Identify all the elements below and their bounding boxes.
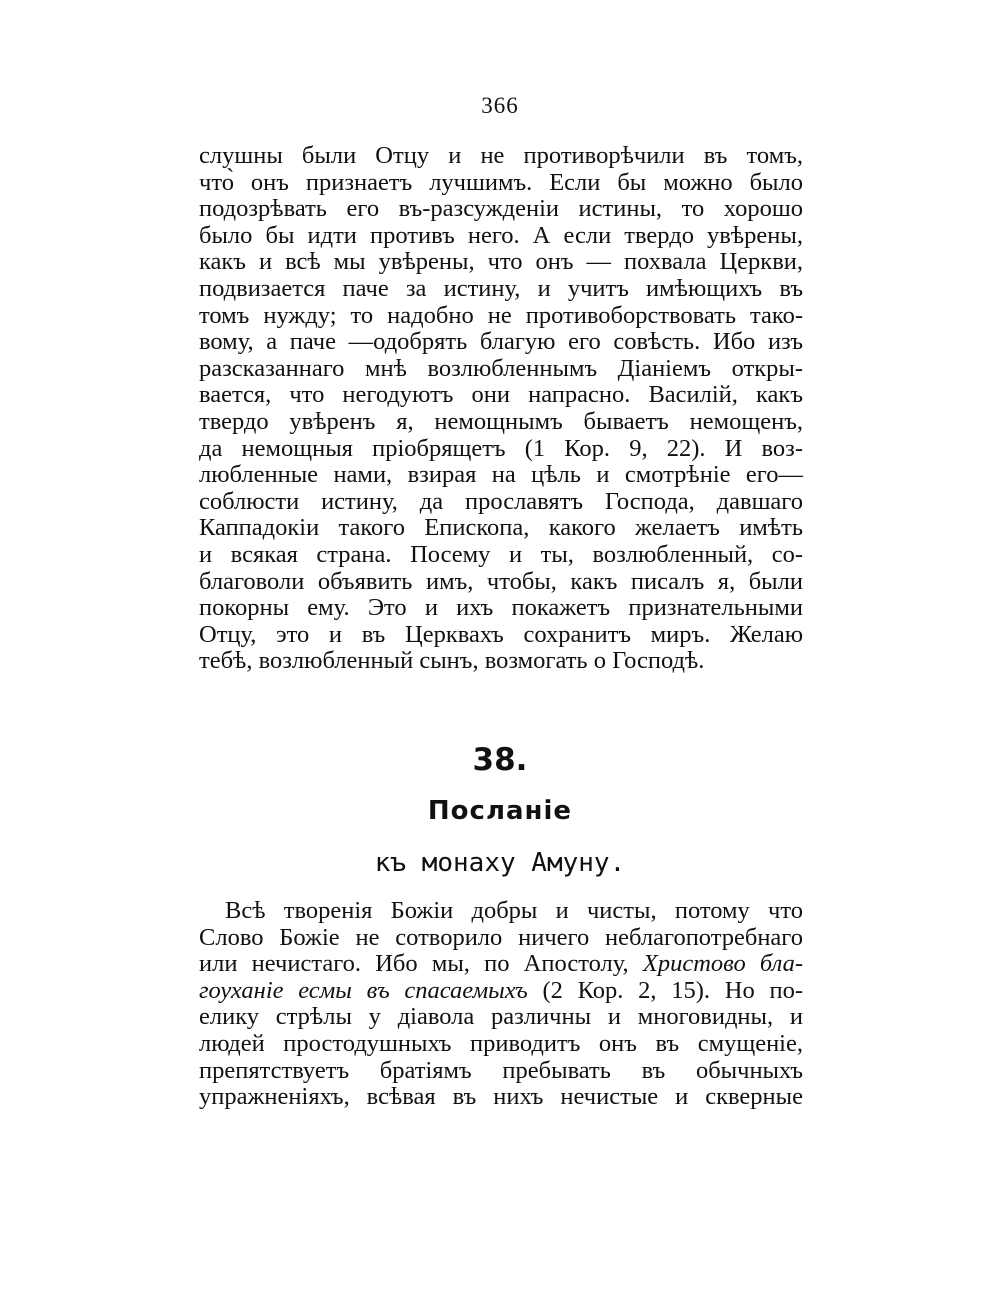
text-line: и всякая страна. Посему и ты, возлюбленный, со- bbox=[199, 540, 803, 568]
section-number: 38. bbox=[472, 742, 528, 778]
text-line: соблюсти истину, да прославятъ Господа, давшаго bbox=[199, 487, 803, 515]
text-line: Всѣ творенія Божіи добры и чисты, потому что bbox=[225, 897, 803, 924]
text-line: да немощныя пріобрящетъ (1 Кор. 9, 22). И воз- bbox=[199, 434, 803, 462]
text-line: тебѣ, возлюбленный сынъ, возмогать о Господѣ. bbox=[199, 647, 705, 675]
text-line: людей простодушныхъ приводитъ онъ въ смущеніе, bbox=[199, 1029, 803, 1057]
text-line: благоволи объявить имъ, чтобы, какъ писалъ я, были bbox=[199, 567, 803, 595]
text-line: томъ нужду; то надобно не противоборствовать тако- bbox=[199, 301, 803, 329]
text-segment: (2 Кор. 2, 15). Но по- bbox=[527, 976, 804, 1004]
letter-text bbox=[199, 898, 803, 1111]
text-line bbox=[199, 951, 803, 978]
italic-quote: Христово бла- bbox=[642, 950, 804, 978]
text-line: разсказаннаго мнѣ возлюбленнымъ Діаніемъ откры- bbox=[199, 354, 803, 382]
text-line: твердо увѣренъ я, немощнымъ бываетъ немощенъ, bbox=[199, 407, 803, 435]
text-line: Слово Божіе не сотворило ничего неблагопотребнаго bbox=[199, 923, 803, 951]
text-line: любленные нами, взирая на цѣль и смотрѣніе его— bbox=[199, 461, 803, 489]
text-line: покорны ему. Это и ихъ покажетъ признательными bbox=[199, 594, 803, 622]
text-line: Отцу, это и въ Церквахъ сохранитъ миръ. Желаю bbox=[199, 620, 803, 648]
text-line: какъ и всѣ мы увѣрены, что онъ — похвала Церкви, bbox=[199, 248, 803, 276]
text-line: подвизается паче за истину, и учитъ имѣющихъ въ bbox=[199, 274, 803, 302]
italic-quote: гоуханіе есмы въ спасаемыхъ bbox=[199, 976, 528, 1004]
text-line: елику стрѣлы у діавола различны и многовидны, и bbox=[199, 1003, 803, 1031]
text-line: Каппадокіи такого Епископа, какого желаетъ имѣть bbox=[199, 514, 803, 542]
text-line: упражненіяхъ, всѣвая въ нихъ нечистые и скверные bbox=[199, 1083, 803, 1111]
text-line: вому, а паче —одобрять благую его совѣсть. Ибо изъ bbox=[199, 328, 803, 356]
continuation-text bbox=[199, 143, 803, 675]
text-line: слушны были Отцу и не противорѣчили въ томъ, bbox=[199, 142, 803, 169]
text-line: что̀ онъ признаетъ лучшимъ. Если бы можно было bbox=[199, 168, 803, 196]
text-line: препятствуетъ братіямъ пребывать въ обычныхъ bbox=[199, 1056, 803, 1084]
text-line: вается, что негодуютъ они напрасно. Василій, какъ bbox=[199, 381, 803, 409]
text-segment: или нечистаго. Ибо мы, по Апостолу, bbox=[199, 950, 643, 978]
page-number: 366 bbox=[481, 93, 519, 118]
section-title: Посланіе bbox=[427, 796, 573, 826]
text-line: было бы идти противъ него. А если твердо увѣрены, bbox=[199, 221, 803, 249]
text-line: подозрѣвать его въ-разсужденіи истины, то хорошо bbox=[199, 195, 803, 223]
text-line bbox=[199, 978, 803, 1005]
section-subtitle: къ монаху Амуну. bbox=[374, 848, 626, 878]
